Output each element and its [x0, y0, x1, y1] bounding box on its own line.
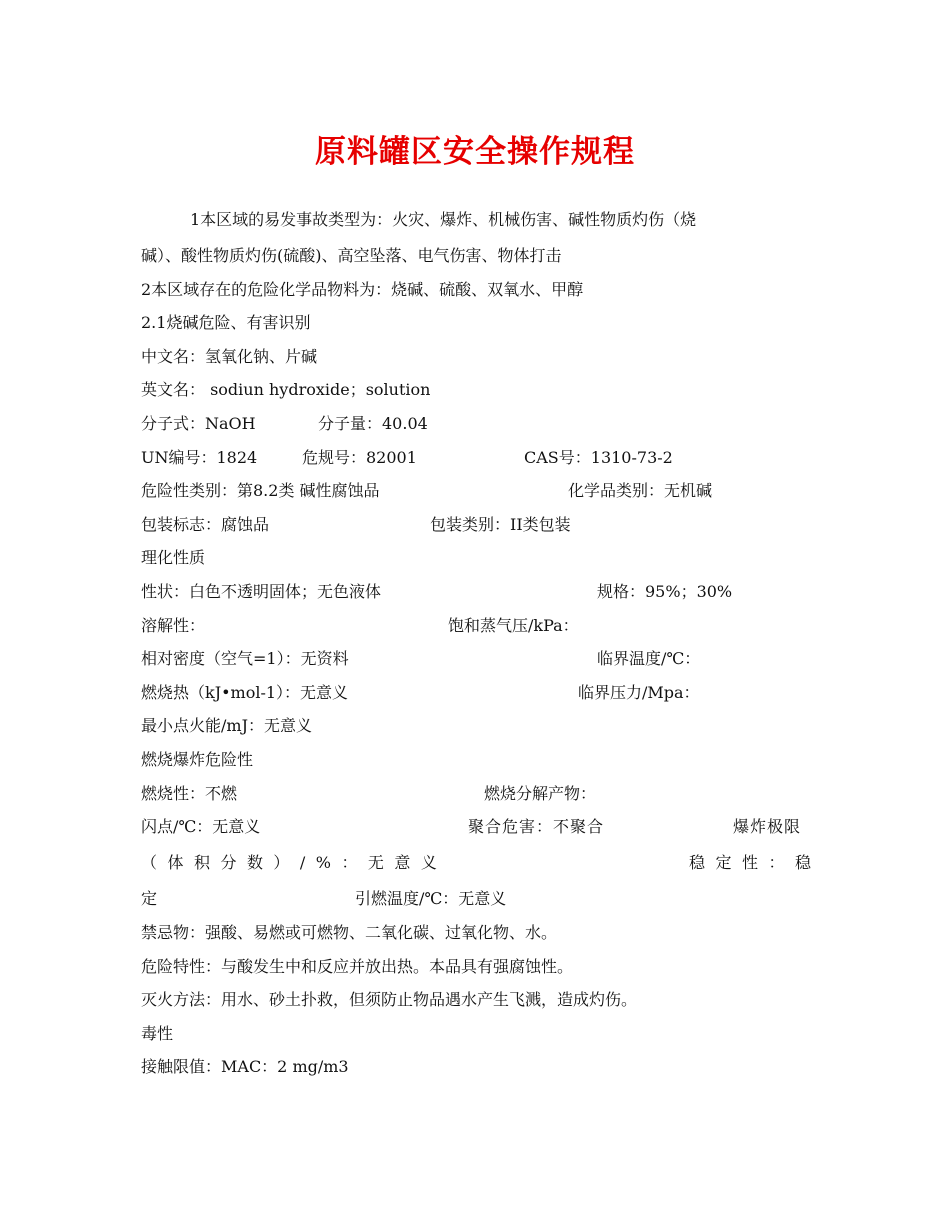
relative-density: 相对密度（空气=1）：无资料 — [141, 649, 349, 668]
explosion-limit-label: 爆炸极限 — [733, 817, 802, 836]
solubility: 溶解性： — [141, 616, 206, 635]
paragraph-accident-types: 1本区域的易发事故类型为：火灾、爆炸、机械伤害、碱性物质灼伤（烧 — [190, 210, 697, 229]
section-heading-caustic: 2.1烧碱危险、有害识别 — [141, 313, 311, 332]
min-ignition-energy: 最小点火能/mJ：无意义 — [141, 716, 312, 735]
chemical-class: 化学品类别：无机碱 — [568, 481, 713, 500]
extinguishing-method: 灭火方法：用水、砂土扑救，但须防止物品遇水产生飞溅，造成灼伤。 — [141, 990, 638, 1009]
hazard-class: 危险性类别：第8.2类 碱性腐蚀品 — [141, 481, 380, 500]
combustion-heat: 燃烧热（kJ•mol-1）：无意义 — [141, 683, 349, 702]
chinese-name: 中文名：氢氧化钠、片碱 — [141, 347, 318, 366]
exposure-limit: 接触限值：MAC：2 mg/m3 — [141, 1057, 349, 1076]
flash-point: 闪点/℃：无意义 — [141, 817, 261, 836]
decomposition-products: 燃烧分解产物： — [484, 784, 597, 803]
molecular-weight: 分子量：40.04 — [318, 414, 428, 433]
incompatible-materials: 禁忌物：强酸、易燃或可燃物、二氧化碳、过氧化物、水。 — [141, 923, 558, 942]
hazard-number: 危规号：82001 — [302, 448, 417, 467]
paragraph-accident-types-cont: 碱）、酸性物质灼伤(硫酸)、高空坠落、电气伤害、物体打击 — [141, 246, 562, 265]
cas-number: CAS号：1310-73-2 — [524, 448, 673, 467]
toxicity-heading: 毒性 — [141, 1024, 174, 1043]
critical-pressure: 临界压力/Mpa： — [578, 683, 700, 702]
paragraph-chemicals: 2本区域存在的危险化学品物料为：烧碱、硫酸、双氧水、甲醇 — [141, 280, 584, 299]
autoignition-temperature: 引燃温度/℃：无意义 — [355, 889, 507, 908]
critical-temperature: 临界温度/℃： — [597, 649, 701, 668]
english-name: 英文名： sodiun hydroxide；solution — [141, 380, 431, 399]
fire-explosion-heading: 燃烧爆炸危险性 — [141, 750, 254, 769]
document-title: 原料罐区安全操作规程 — [315, 134, 635, 170]
un-number: UN编号：1824 — [141, 448, 258, 467]
specification: 规格：95%；30% — [597, 582, 733, 601]
hazard-characteristics: 危险特性：与酸发生中和反应并放出热。本品具有强腐蚀性。 — [141, 957, 574, 976]
polymerization-hazard: 聚合危害：不聚合 — [468, 817, 605, 836]
package-mark: 包装标志：腐蚀品 — [141, 515, 270, 534]
explosion-limit-value: （ 体 积 分 数 ） / % ： 无 意 义 — [141, 853, 437, 872]
vapor-pressure: 饱和蒸气压/kPa： — [448, 616, 579, 635]
explosion-limit-stability-line — [141, 853, 811, 873]
flammability: 燃烧性：不燃 — [141, 784, 238, 803]
stability-value: 定 — [141, 889, 158, 908]
package-class: 包装类别：II类包装 — [430, 515, 571, 534]
phys-chem-heading: 理化性质 — [141, 548, 206, 567]
molecular-formula: 分子式：NaOH — [141, 414, 256, 433]
appearance: 性状：白色不透明固体；无色液体 — [141, 582, 382, 601]
stability-label: 稳 定 性 ： 稳 — [689, 853, 811, 872]
